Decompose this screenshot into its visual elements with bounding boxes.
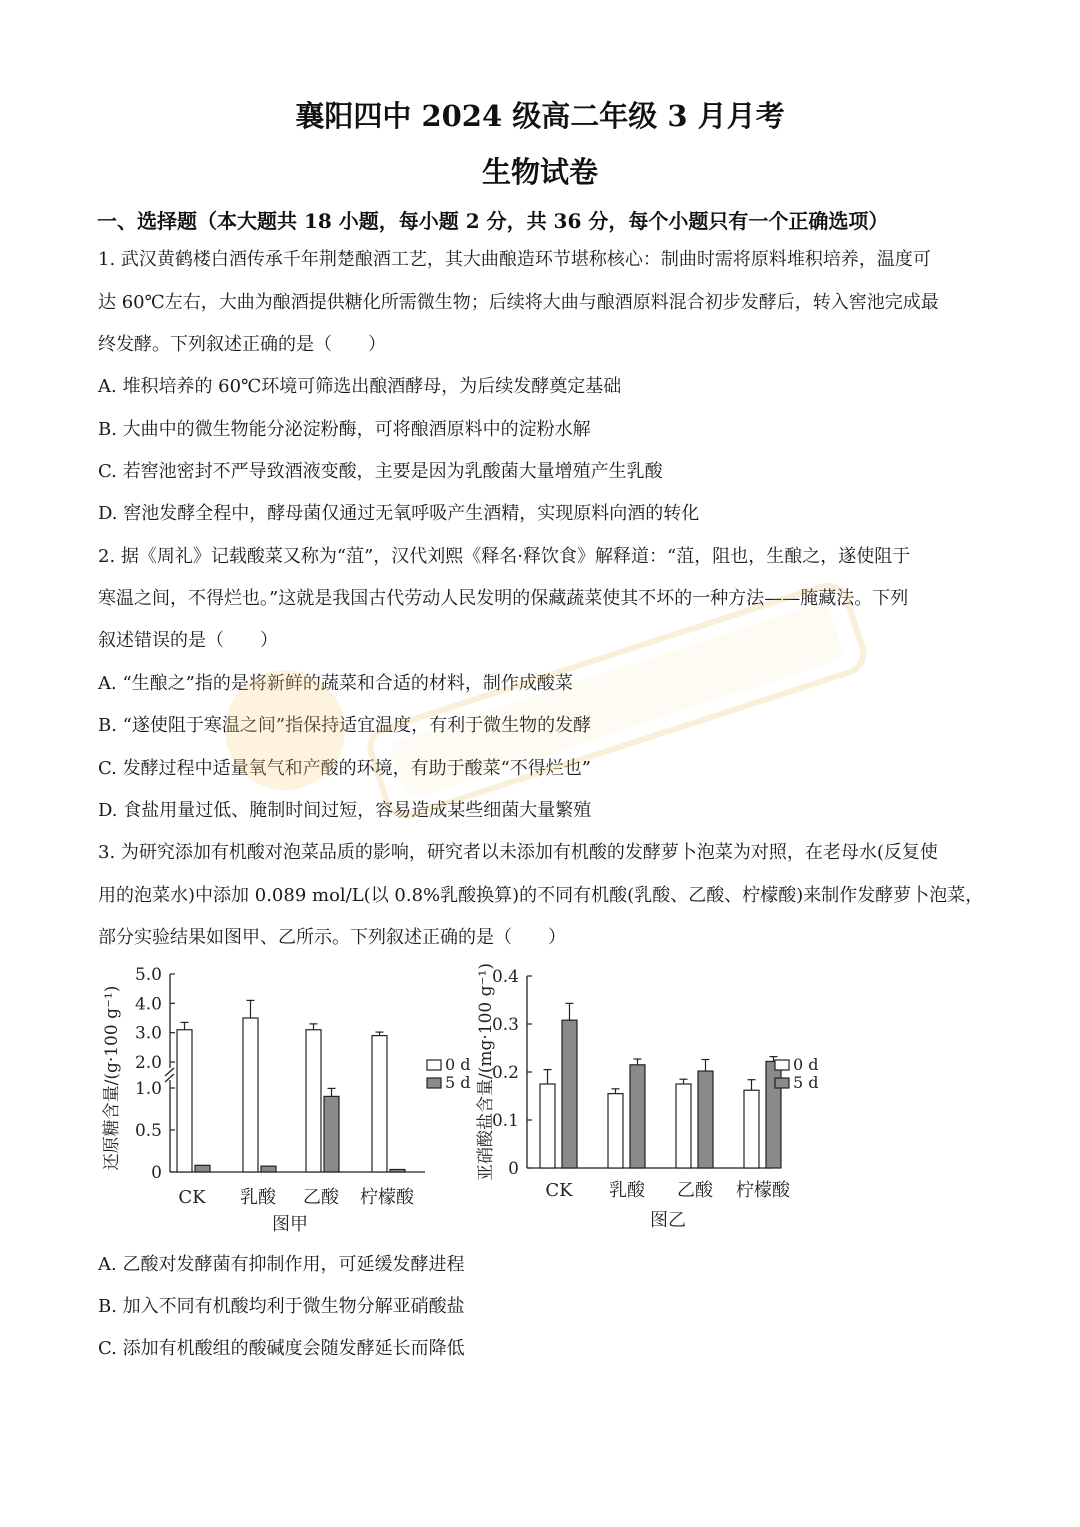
chart2-category-label: CK — [545, 1180, 573, 1201]
q2-option-c: C. 发酵过程中适量氧气和产酸的环境，有助于酸菜“不得烂也” — [98, 758, 591, 779]
exam-title: 襄阳四中 2024 级高二年级 3 月月考 — [295, 99, 785, 133]
q1-option-d: D. 窖池发酵全程中，酵母菌仅通过无氧呼吸产生酒精，实现原料向酒的转化 — [98, 503, 700, 524]
chart2-category-label: 乙酸 — [677, 1180, 713, 1201]
chart1-ytick-label: 2.0 — [134, 1053, 162, 1073]
q3-stem-line-2: 用的泡菜水)中添加 0.089 mol/L(以 0.8%乳酸换算)的不同有机酸(乳酸、乙酸、柠檬酸)来制作发酵萝卜泡菜， — [98, 885, 984, 906]
chart1-legend-label: 0 d — [445, 1055, 471, 1074]
chart1-ytick-label: 3.0 — [134, 1023, 162, 1044]
q3-stem-line-3: 部分实验结果如图甲、乙所示。下列叙述正确的是（ ） — [98, 927, 566, 948]
chart2-legend-label: 5 d — [793, 1073, 819, 1092]
chart2-legend-label: 0 d — [793, 1055, 819, 1074]
chart1-legend-label: 5 d — [445, 1073, 471, 1092]
q2-option-b: B. “遂使阻于寒温之间”指保持适宜温度，有利于微生物的发酵 — [98, 715, 592, 736]
chart1-ytick-label: 4.0 — [134, 994, 162, 1015]
chart1-bar — [195, 1165, 210, 1172]
chart1-ytick-label: 1.0 — [134, 1079, 162, 1099]
chart1-ytick-label: 5.0 — [134, 965, 162, 985]
chart2-ytick-label: 0.2 — [491, 1063, 519, 1083]
chart1-category-label: 柠檬酸 — [360, 1187, 414, 1208]
chart1-category-label: CK — [178, 1187, 206, 1208]
chart1-title: 图甲 — [272, 1214, 308, 1235]
exam-subject: 生物试卷 — [481, 155, 598, 189]
q3-option-b: B. 加入不同有机酸均利于微生物分解亚硝酸盐 — [98, 1296, 465, 1317]
q3-option-a: A. 乙酸对发酵菌有抑制作用，可延缓发酵进程 — [98, 1254, 465, 1275]
chart2-ytick-label: 0.1 — [491, 1111, 519, 1131]
q2-stem-line-2: 寒温之间，不得烂也。”这就是我国古代劳动人民发明的保藏蔬菜使其不坏的一种方法——腌藏法。下列 — [98, 588, 909, 609]
section-heading: 一、选择题（本大题共 18 小题，每小题 2 分，共 36 分，每个小题只有一个正确选项） — [97, 209, 889, 233]
chart2-ytick-label: 0 — [508, 1159, 519, 1179]
chart2-bar — [676, 1084, 691, 1168]
chart2-y-label: 亚硝酸盐含量/(mg·100 g⁻¹) — [476, 963, 496, 1181]
q2-stem-line-1: 2. 据《周礼》记载酸菜又称为“菹”，汉代刘熙《释名·释饮食》解释道：“菹，阻也，生酿之，遂使阻于 — [98, 546, 911, 567]
chart2-bar — [562, 1020, 577, 1168]
q1-option-b: B. 大曲中的微生物能分泌淀粉酶，可将酿酒原料中的淀粉水解 — [98, 419, 591, 440]
chart1-ytick-label: 0.5 — [134, 1121, 162, 1141]
q1-stem-line-2: 达 60℃左右，大曲为酿酒提供糖化所需微生物；后续将大曲与酿酒原料混合初步发酵后，转入窖池完成最 — [98, 292, 939, 313]
q1-stem-line-3: 终发酵。下列叙述正确的是（ ） — [98, 334, 386, 355]
chart2-bar — [698, 1071, 713, 1168]
chart1-category-label: 乙酸 — [303, 1187, 339, 1208]
q1-stem-line-1: 1. 武汉黄鹤楼白酒传承千年荆楚酿酒工艺，其大曲酿造环节堪称核心：制曲时需将原料堆积培养，温度可 — [98, 249, 931, 270]
q3-option-c: C. 添加有机酸组的酸碱度会随发酵延长而降低 — [98, 1338, 465, 1359]
q3-stem-line-1: 3. 为研究添加有机酸对泡菜品质的影响，研究者以未添加有机酸的发酵萝卜泡菜为对照，在老母水(反复使 — [98, 842, 938, 863]
q1-option-c: C. 若窖池密封不严导致酒液变酸，主要是因为乳酸菌大量增殖产生乳酸 — [98, 461, 663, 482]
chart2-category-label: 柠檬酸 — [736, 1180, 790, 1201]
chart1-bar — [324, 1096, 339, 1172]
q2-option-d: D. 食盐用量过低、腌制时间过短，容易造成某些细菌大量繁殖 — [98, 800, 592, 821]
chart2-bar — [744, 1090, 759, 1168]
chart1-bar — [372, 1036, 387, 1172]
chart2-ytick-label: 0.4 — [491, 967, 519, 987]
chart1-bar — [261, 1166, 276, 1172]
q1-option-a: A. 堆积培养的 60℃环境可筛选出酿酒酵母，为后续发酵奠定基础 — [98, 376, 622, 397]
chart1-y-label: 还原糖含量/(g·100 g⁻¹) — [102, 985, 122, 1171]
chart2-ytick-label: 0.3 — [491, 1015, 519, 1035]
chart1-legend-swatch — [427, 1060, 441, 1070]
chart1-bar — [390, 1169, 405, 1172]
q3-figures — [95, 960, 819, 1240]
chart2-title: 图乙 — [650, 1210, 686, 1231]
q2-option-a: A. “生酿之”指的是将新鲜的蔬菜和合适的材料，制作成酸菜 — [98, 673, 573, 694]
chart2-bar — [630, 1065, 645, 1168]
chart2-category-label: 乳酸 — [609, 1180, 645, 1201]
chart2-legend-swatch — [775, 1078, 789, 1088]
q2-stem-line-3: 叙述错误的是（ ） — [98, 630, 278, 651]
chart1-ytick-label: 0 — [151, 1163, 162, 1183]
chart2-bar — [608, 1094, 623, 1168]
chart1-axis-break — [165, 1068, 174, 1082]
chart1-bar — [306, 1030, 321, 1172]
chart2-legend-swatch — [775, 1060, 789, 1070]
chart1-bar — [177, 1030, 192, 1172]
chart1-bar — [243, 1018, 258, 1172]
chart2-bar — [540, 1084, 555, 1168]
chart1-category-label: 乳酸 — [240, 1187, 276, 1208]
chart1-legend-swatch — [427, 1078, 441, 1088]
